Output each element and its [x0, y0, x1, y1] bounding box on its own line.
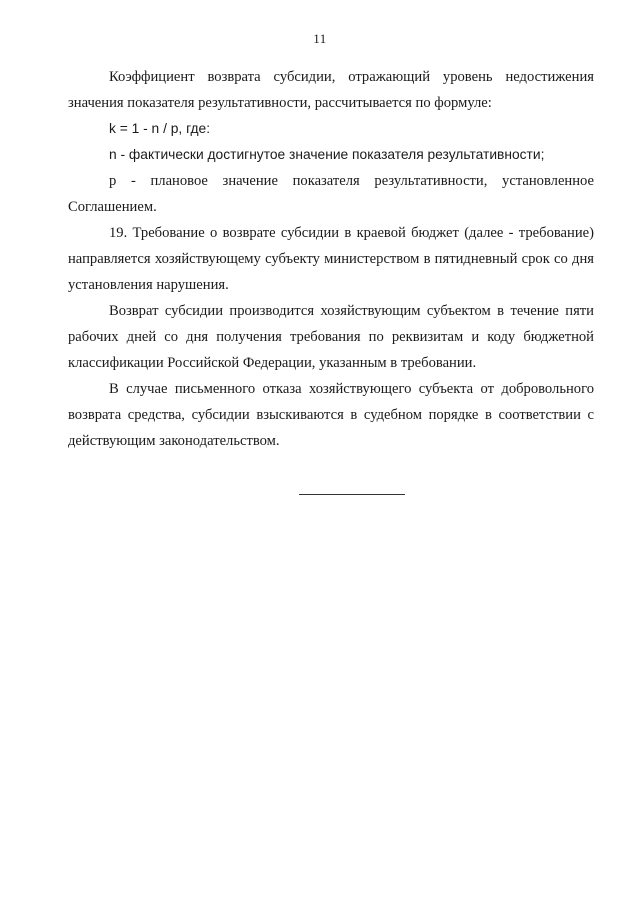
paragraph-clause-19: 19. Требование о возврате субсидии в краевой бюджет (далее - требование) направляется хозяйствующему субъекту министерством в пятидневный срок со дня установления нарушения.	[68, 225, 594, 293]
document-body	[68, 64, 594, 454]
definition-n: n - фактически достигнутое значение показателя результативности;	[109, 147, 545, 162]
definition-p: p - плановое значение показателя результативности, установленное Соглашением.	[68, 173, 594, 215]
end-divider	[299, 494, 405, 495]
paragraph-refusal-case: В случае письменного отказа хозяйствующего субъекта от добровольного возврата средства, субсидии взыскиваются в судебном порядке в соответствии с действующим законодательством.	[68, 381, 594, 449]
formula: k = 1 - n / p, где:	[109, 121, 211, 136]
paragraph-coefficient-intro: Коэффициент возврата субсидии, отражающий уровень недостижения значения показателя результативности, рассчитывается по формуле:	[68, 69, 594, 111]
paragraph-return-procedure: Возврат субсидии производится хозяйствующим субъектом в течение пяти рабочих дней со дня получения требования по реквизитам и коду бюджетной классификации Российской Федерации, указанным в требовании.	[68, 303, 594, 371]
page-number: 11	[313, 31, 327, 46]
